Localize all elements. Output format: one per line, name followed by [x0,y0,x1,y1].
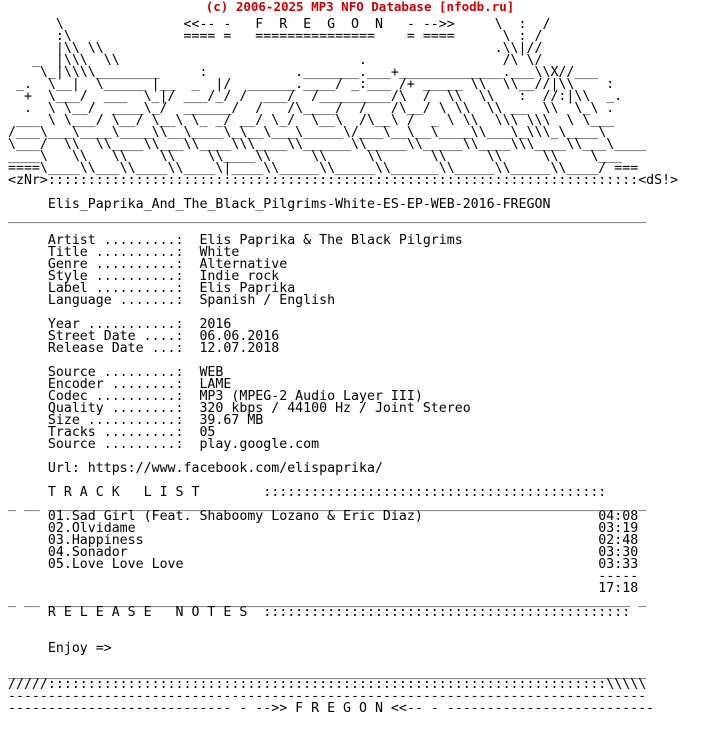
nfo-line: Street Date ....: 06.06.2016 [8,329,280,344]
nfo-line: Language .......: Spanish / English [8,293,336,308]
nfo-line: 04.Sonador 03:30 [8,545,639,560]
nfo-line: Source .........: play.google.com [8,437,320,452]
nfo-line: :\ ==== = =============== = ==== \ : / [8,29,543,44]
nfo-line: Url: https://www.facebook.com/elispaprika/ [8,461,383,476]
nfo-line: Size ...........: 39.67 MB [8,413,264,428]
nfo-line: 03.Happiness 02:48 [8,533,639,548]
nfo-line: _ |\\\ \\ . /\ \/ [8,53,551,68]
nfo-line: \ <<-- - F R E G O N - -->> \ : / [8,17,551,32]
nfo-line: ____\ \\ \\ \\ \\____\\ \\ \\ \\ \\ \\ \___ [8,149,623,164]
nfo-line: _. \__| \_____ |__ _ |/ ______.____/ _:___ /+ _____ \\ \\__//|\\ : [8,77,615,92]
nfo-line: Title ..........: White [8,245,240,260]
nfo-line: /////::::::::::::::::::::::::::::::::::::::::::::::::::::::::::::::::::::::\\\\\ [8,677,647,692]
nfo-line [8,619,678,631]
nfo-line: Style ..........: Indie rock [8,269,280,284]
nfo-line: ---------------------------- - -->> F R E G O N <<-- - -------------------------- [8,701,655,716]
nfo-line: ________________________________________________________________________________ [8,665,647,680]
nfo-line: /___\___\____\____\\__\____\_\__\___\_____\/___\__\__\____\\___\_\\\_\____\ [8,125,607,140]
nfo-line: Release Date ...: 12.07.2018 [8,341,280,356]
nfo-line: _ __ _________________________________________________________________________ _ [8,593,647,608]
nfo-line: ___ \ \___/ \__/ \__\ \_ _/ __/ \_/ \__\ /\__\ / _ \ \\ \\\ \\\ \ \___ [8,113,615,128]
nfo-line: 17:18 [8,581,639,596]
nfo-line: . \ \__/ ____\_/ ______/ / /\____/ / /\__/ \ \\ \\ __ \\ \_\ . [8,101,615,116]
nfo-line: 01.Sad Girl (Feat. Shaboomy Lozano & Eric Diaz) 04:08 [8,509,639,524]
nfo-line: 05.Love Love Love 03:33 [8,557,639,572]
nfo-line: 02.Olvidame 03:19 [8,521,639,536]
nfo-line: _ __ _________________________________________________________________________ _ [8,497,647,512]
nfo-line: ====\____\\___\\____\\____\|____\\_____\\_____\\______\\_____\\_____\\____/ === [8,161,639,176]
nfo-line: ----- [8,569,639,584]
nfo-text-body [8,19,678,715]
nfo-line: Elis_Paprika_And_The_Black_Pilgrims-White-ES-EP-WEB-2016-FREGON [8,197,551,212]
nfo-line: \_|\\\\________ : ._______.___+_____________.___\\X//___ [8,65,599,80]
nfo-line: Label ..........: Elis Paprika [8,281,296,296]
nfo-line: ________________________________________________________________________________ [8,209,647,224]
nfo-line: + \___/ ___ \_|/ ___/_/ / ___/ /_________/\ / \\ \\ : //:|\\ _. [8,89,623,104]
nfo-line: Quality ........: 320 kbps / 44100 Hz / Joint Stereo [8,401,471,416]
nfo-line: Codec ..........: MP3 (MPEG-2 Audio Layer III) [8,389,423,404]
nfo-line: Genre ..........: Alternative [8,257,288,272]
nfo-line: Year ...........: 2016 [8,317,232,332]
nfo-line: \___/ \\ \\____\\___\\____\\\____\\______\\_____\\_____\\____\\\____\\___\____ [8,137,647,152]
copyright-header[interactable]: (c) 2006-2025 MP3 NFO Database [nfodb.ru] [205,0,515,14]
nfo-line: Enjoy => [8,641,112,656]
nfo-line: Encoder ........: LAME [8,377,232,392]
nfo-line: |\\ \\ .\\|// [8,41,543,56]
nfo-line: -------------------------------------------------------------------------------- [8,689,647,704]
nfo-line: Tracks .........: 05 [8,425,216,440]
nfo-line: Artist .........: Elis Paprika & The Black Pilgrims [8,233,463,248]
nfo-line: T R A C K L I S T ::::::::::::::::::::::::::::::::::::::::::: [8,485,607,500]
nfo-line: Source .........: WEB [8,365,224,380]
nfo-line: R E L E A S E N O T E S :::::::::::::::::::::::::::::::::::::::::::::: [8,605,631,620]
nfo-line: <zNr>::::::::::::::::::::::::::::::::::::::::::::::::::::::::::::::::::::::::::<dS!> [8,173,679,188]
